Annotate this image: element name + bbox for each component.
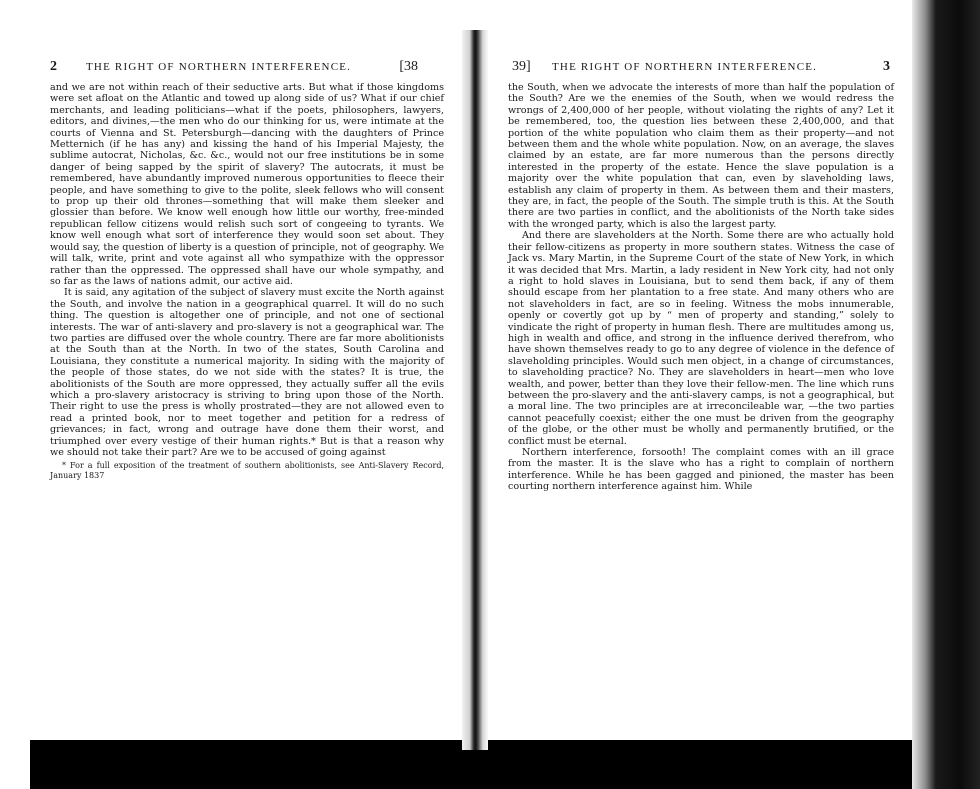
right-page-body <box>508 82 894 493</box>
right-original-page-ref: 39] <box>512 59 531 74</box>
paragraph: Northern interference, forsooth! The complaint comes with an ill grace from the master. It is the slave who has a right to complain of northern interference. While he has been gagged and pinioned, the master has been courting northern interference against him. While <box>508 447 894 493</box>
right-running-head <box>508 60 896 78</box>
footnote: * For a full exposition of the treatment of southern abolitionists, see Anti-Slavery Record, January 1837 <box>50 461 444 480</box>
left-original-page-ref: [38 <box>399 59 418 74</box>
right-page <box>488 40 912 740</box>
paragraph: And there are slaveholders at the North. Some there are who actually hold their fellow-citizens as property in more southern states. Witness the case of Jack vs. Mary Martin, in the Supreme Court of the state of New York, in which it was decided that Mrs. Martin, a lady resident in New York city, had not only a right to hold slaves in Louisiana, but to send them back, if any of them should escape from her plantation to a free state. And many others who are not slaveholders in fact, are so in feeling. Witness the mobs innumerable, openly or covertly got up by “ men of property and standing,” solely to vindicate the right of property in human flesh. There are multitudes among us, high in wealth and office, and strong in the influence derived therefrom, who have shown themselves ready to go to any degree of violence in the defence of slaveholding principles. Would such men object, in a change of circumstances, to slaveholding practice? No. They are slaveholders in heart—men who love wealth, and power, better than they love their fellow-men. The line which runs between the pro-slavery and the anti-slavery camps, is not a geographical, but a moral line. The two principles are at irreconcileable war, —the two parties cannot peacefully coexist; either the one must be driven from the geography of the globe, or the other must be wholly and permanently brutified, or the conflict must be eternal. <box>508 230 894 447</box>
left-running-head <box>50 60 446 78</box>
left-page <box>30 40 462 740</box>
book-gutter <box>462 30 488 750</box>
right-page-number: 3 <box>883 59 890 74</box>
right-running-title: THE RIGHT OF NORTHERN INTERFERENCE. <box>552 61 818 73</box>
left-running-title: THE RIGHT OF NORTHERN INTERFERENCE. <box>86 61 352 73</box>
paragraph: the South, when we advocate the interests of more than half the population of the South? Are we the enemies of the South, when we would redress the wrongs of 2,400,000 of her people, without violating the rights of any? Let it be remembered, too, the question lies between these 2,400,000, and that portion of the white population who claim them as their property—and not between them and the whole white population. Now, on an average, the slaves claimed by an estate, are far more numerous than the persons directly interested in the property of the estate. Hence the slave population is a majority over the white population that can, even by slaveholding laws, establish any claim of property in them. As between them and their masters, they are, in fact, the people of the South. The simple truth is this. At the South there are two parties in conflict, and the abolitionists of the North take sides with the wronged party, which is also the largest party. <box>508 82 894 230</box>
left-page-body <box>50 82 444 480</box>
scan-bottom-shadow <box>30 740 980 789</box>
scan-right-edge <box>912 0 980 789</box>
paragraph: and we are not within reach of their seductive arts. But what if those kingdoms were set afloat on the Atlantic and towed up along side of us? What if our chief merchants, and leading politicians—what if the poets, philosophers, lawyers, editors, and divines,—the men who do our thinking for us, were intimate at the courts of Vienna and St. Petersburgh—dancing with the daughters of Prince Metternich (if he has any) and kissing the hand of his Imperial Majesty, the sublime autocrat, Nicholas, &c. &c., would not our free institutions be in some danger of being sapped by the spirit of slavery? The autocrats, it must be remembered, have abundantly improved numerous opportunities to fleece their people, and have something to give to the polite, sleek fellows who will consent to prop up their old thrones—something that will make them sleeker and glossier than before. We know well enough how little our worthy, free-minded republican fellow citizens would relish such sort of congeeing to tyrants. We know well enough what sort of interference they would soon set about. They would say, the question of liberty is a question of principle, not of geography. We will talk, write, print and vote against all who sympathize with the oppressor rather than the oppressed. The oppressed shall have our whole sympathy, and so far as the laws of nations admit, our active aid. <box>50 82 444 287</box>
paragraph: It is said, any agitation of the subject of slavery must excite the North against the South, and involve the nation in a geographical quarrel. It will do no such thing. The question is altogether one of principle, and not one of sectional interests. The war of anti-slavery and pro-slavery is not a geographical war. The two parties are diffused over the whole country. There are far more abolitionists at the South than at the North. In two of the states, South Carolina and Louisiana, they constitute a numerical majority. In siding with the majority of the people of those states, do we not side with the states? It is true, the abolitionists of the South are more oppressed, they actually suffer all the evils which a pro-slavery aristocracy is striving to bring upon those of the North. Their right to use the press is wholly prostrated—they are not allowed even to read a printed book, nor to meet together and petition for a redress of grievances; in fact, wrong and outrage have done them their worst, and triumphed over every vestige of their human rights.* But is that a reason why we should not take their part? Are we to be accused of going against <box>50 287 444 458</box>
left-page-number: 2 <box>50 59 57 74</box>
